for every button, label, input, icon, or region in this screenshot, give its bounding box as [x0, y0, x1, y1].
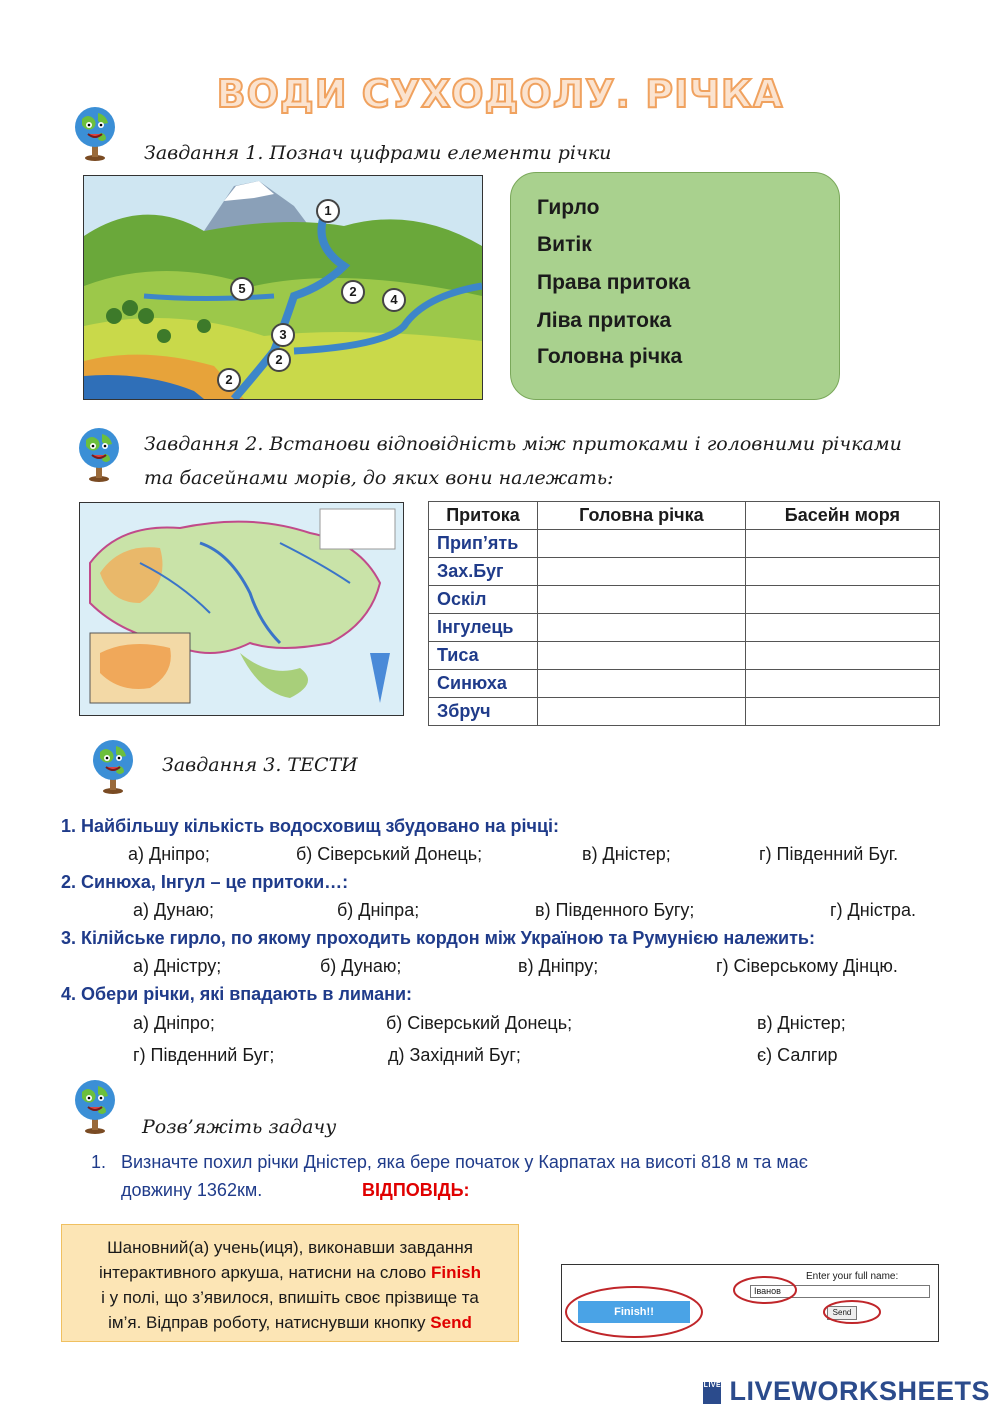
- table-row: [429, 642, 940, 670]
- option-item[interactable]: Гирло: [537, 196, 600, 219]
- sea-basin-input[interactable]: [745, 698, 939, 726]
- tributary-cell: Оскіл: [429, 586, 538, 614]
- river-elements-options-box: [510, 172, 840, 400]
- main-river-input[interactable]: [538, 586, 746, 614]
- main-river-input[interactable]: [538, 558, 746, 586]
- answer-option[interactable]: а) Дунаю;: [133, 900, 215, 920]
- answer-option[interactable]: г) Дністра.: [830, 900, 916, 920]
- liveworksheets-logo: [703, 1376, 990, 1407]
- task1-heading: Завдання 1. Познач цифрами елементи річки: [144, 142, 612, 164]
- option-item[interactable]: Головна річка: [537, 345, 683, 368]
- sea-basin-input[interactable]: [745, 670, 939, 698]
- answer-option[interactable]: а) Дніпро;: [128, 844, 210, 864]
- answer-option[interactable]: в) Дністер;: [757, 1013, 846, 1033]
- answer-option[interactable]: г) Південний Буг;: [133, 1045, 275, 1065]
- river-elements-illustration: [83, 175, 483, 400]
- send-button: Send: [827, 1306, 857, 1320]
- finish-button: Finish!!: [578, 1301, 690, 1323]
- main-river-input[interactable]: [538, 614, 746, 642]
- tributary-cell: Збруч: [429, 698, 538, 726]
- table-row: [429, 558, 940, 586]
- answer-option[interactable]: г) Південний Буг.: [759, 844, 899, 864]
- table-header: Головна річка: [538, 502, 746, 530]
- page-title: ВОДИ СУХОДОЛУ. РІЧКА: [216, 72, 784, 116]
- marker-number: 5: [230, 277, 254, 301]
- globe-mascot-icon: [72, 1078, 118, 1134]
- table-row: [429, 670, 940, 698]
- globe-mascot-icon: [76, 426, 122, 482]
- ukraine-rivers-map: [79, 502, 404, 716]
- tributary-cell: Синюха: [429, 670, 538, 698]
- answer-option[interactable]: в) Дніпру;: [518, 956, 599, 976]
- problem-number: 1.: [91, 1152, 107, 1172]
- answer-option[interactable]: в) Південного Бугу;: [535, 900, 695, 920]
- task2-heading-line2: та басейнами морів, до яких вони належать:: [144, 467, 614, 489]
- main-river-input[interactable]: [538, 670, 746, 698]
- table-row: [429, 530, 940, 558]
- question-text: 2. Синюха, Інгул – це притоки…:: [61, 872, 349, 892]
- answer-option[interactable]: а) Дніпро;: [133, 1013, 215, 1033]
- question-text: 3. Кілійське гирло, по якому проходить кордон між Україною та Румунією належить:: [61, 928, 815, 948]
- table-row: [429, 614, 940, 642]
- question-text: 1. Найбільшу кількість водосховищ збудовано на річці:: [61, 816, 560, 836]
- logo-text: LIVEWORKSHEETS: [729, 1376, 990, 1406]
- tributary-cell: Зах.Буг: [429, 558, 538, 586]
- marker-number: 3: [271, 323, 295, 347]
- sea-basin-input[interactable]: [745, 614, 939, 642]
- instructions-line: Шановний(а) учень(иця), виконавши завдання: [107, 1238, 473, 1257]
- sea-basin-input[interactable]: [745, 586, 939, 614]
- tributary-cell: Інгулець: [429, 614, 538, 642]
- globe-mascot-icon: [90, 738, 136, 794]
- answer-option[interactable]: в) Дністер;: [582, 844, 671, 864]
- finish-keyword: Finish: [430, 1263, 482, 1282]
- question-text: 4. Обери річки, які впадають в лимани:: [61, 984, 413, 1004]
- answer-option[interactable]: б) Дніпра;: [337, 900, 420, 920]
- main-river-input[interactable]: [538, 530, 746, 558]
- finish-send-example-image: [561, 1264, 939, 1342]
- marker-number: 2: [217, 368, 241, 392]
- table-row: [429, 698, 940, 726]
- answer-option[interactable]: г) Сіверському Дінцю.: [716, 956, 898, 976]
- option-item[interactable]: Права притока: [537, 271, 691, 294]
- task3-heading: Завдання 3. ТЕСТИ: [162, 754, 358, 776]
- problem-line1: Визначте похил річки Дністер, яка бере початок у Карпатах на висоті 818 м та має: [121, 1152, 808, 1172]
- marker-number: 2: [267, 348, 291, 372]
- marker-number: 1: [316, 199, 340, 223]
- option-item[interactable]: Витік: [537, 233, 592, 256]
- main-river-input[interactable]: [538, 642, 746, 670]
- sea-basin-input[interactable]: [745, 558, 939, 586]
- option-item[interactable]: Ліва притока: [537, 309, 672, 332]
- answer-input[interactable]: [505, 1178, 805, 1202]
- tributary-cell: Прип’ять: [429, 530, 538, 558]
- answer-option[interactable]: б) Дунаю;: [320, 956, 402, 976]
- answer-option[interactable]: д) Західний Буг;: [388, 1045, 521, 1065]
- instructions-line: інтерактивного аркуша, натисни на слово: [98, 1263, 431, 1282]
- answer-option[interactable]: б) Сіверський Донець;: [386, 1013, 573, 1033]
- answer-option[interactable]: б) Сіверський Донець;: [296, 844, 483, 864]
- problem-line2: довжину 1362км.: [121, 1180, 263, 1200]
- table-row: [429, 586, 940, 614]
- marker-number: 2: [341, 280, 365, 304]
- tributaries-matching-table: [428, 501, 940, 726]
- instructions-box: [61, 1224, 519, 1342]
- table-header: Басейн моря: [745, 502, 939, 530]
- answer-label: ВІДПОВІДЬ:: [362, 1180, 470, 1200]
- task4-heading: Розв’яжіть задачу: [142, 1116, 337, 1138]
- enter-name-prompt: Enter your full name:: [806, 1271, 899, 1282]
- task2-heading-line1: Завдання 2. Встанови відповідність між притоками і головними річками: [144, 433, 902, 455]
- answer-option[interactable]: є) Салгир: [757, 1045, 838, 1065]
- main-river-input[interactable]: [538, 698, 746, 726]
- tributary-cell: Тиса: [429, 642, 538, 670]
- sea-basin-input[interactable]: [745, 642, 939, 670]
- name-field: Іванов: [750, 1285, 930, 1298]
- logo-badge: LIVE: [703, 1382, 721, 1404]
- sea-basin-input[interactable]: [745, 530, 939, 558]
- highlight-ovals: [562, 1265, 938, 1341]
- globe-mascot-icon: [72, 105, 118, 161]
- marker-number: 4: [382, 288, 406, 312]
- instructions-line: ім’я. Відправ роботу, натиснувши кнопку: [108, 1313, 431, 1332]
- send-keyword: Send: [430, 1313, 472, 1332]
- answer-option[interactable]: а) Дністру;: [133, 956, 222, 976]
- table-header: Притока: [429, 502, 538, 530]
- instructions-line: і у полі, що з’явилося, впишіть своє прізвище та: [101, 1288, 479, 1307]
